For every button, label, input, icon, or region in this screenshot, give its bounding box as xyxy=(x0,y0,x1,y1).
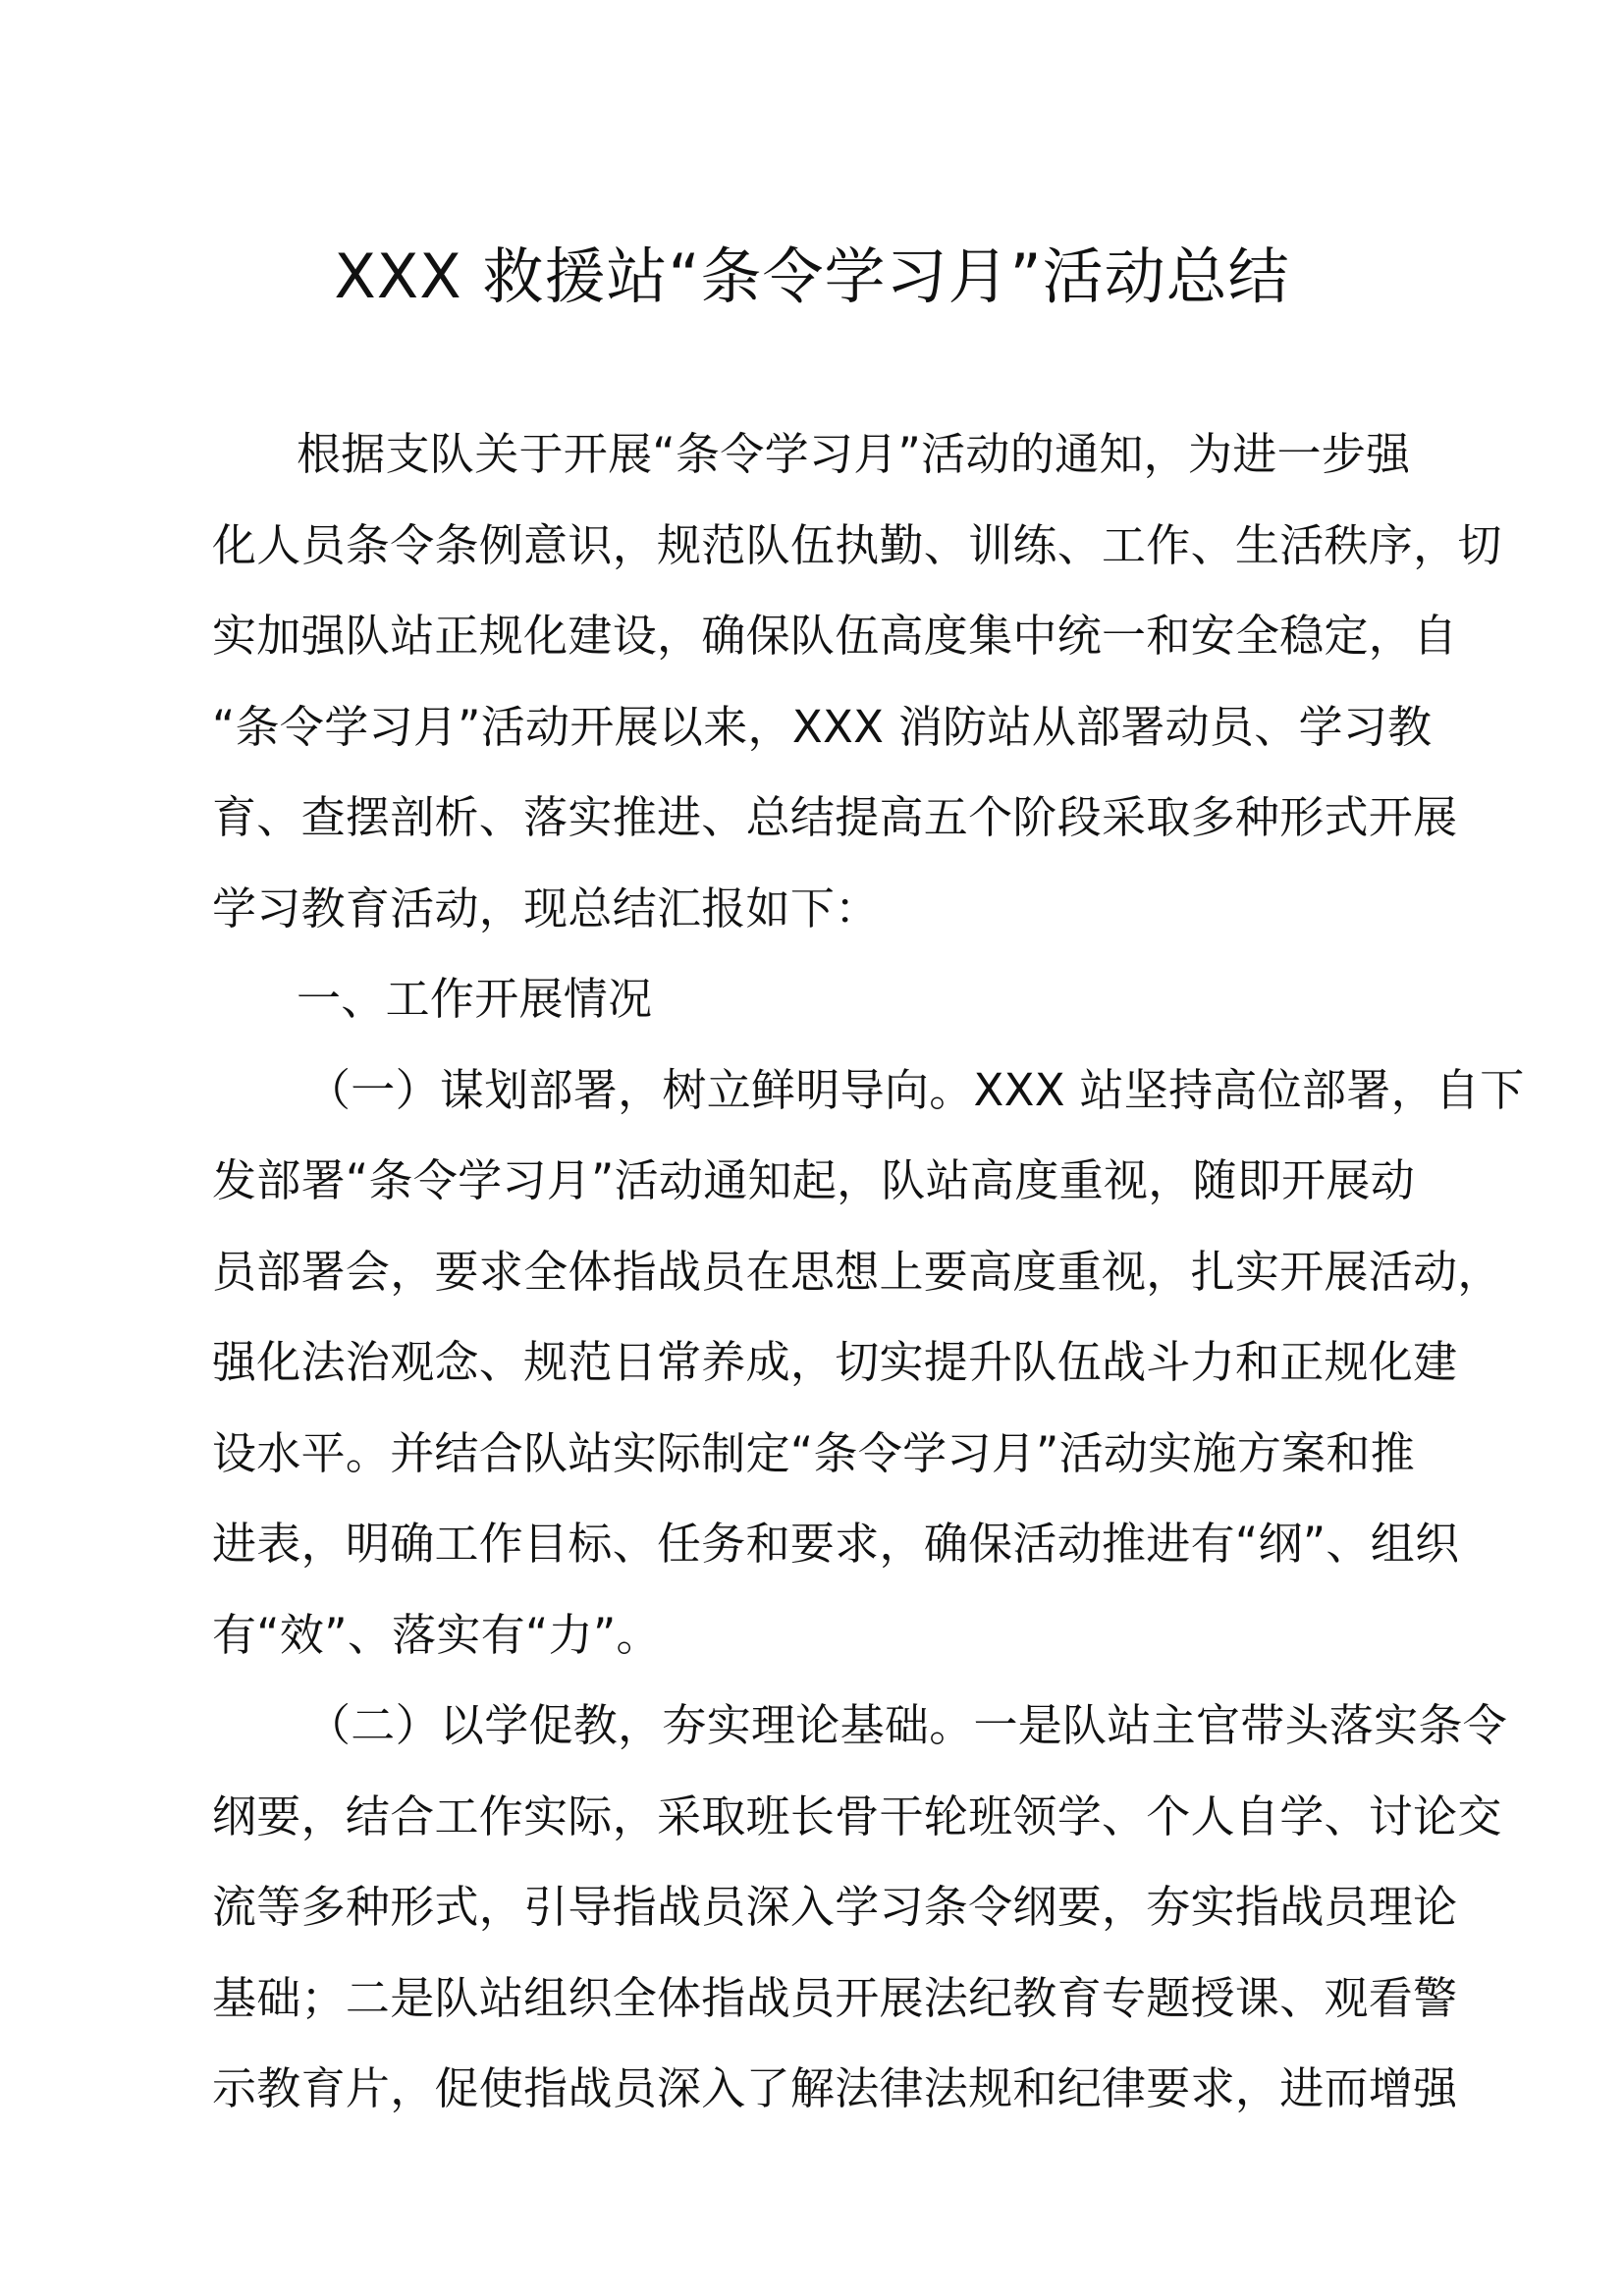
paragraph-line: 示教育片，促使指战员深入了解法律法规和纪律要求，进而增强 xyxy=(212,2062,1458,2114)
paragraph-line: （二）以学促教，夯实理论基础。一是队站主官带头落实条令 xyxy=(306,1699,1508,1751)
paragraph-line: 育、查摆剖析、落实推进、总结提高五个阶段采取多种形式开展 xyxy=(212,791,1458,843)
paragraph-line: “条令学习月”活动开展以来，XXX 消防站从部署动员、学习教 xyxy=(212,700,1433,753)
paragraph-line: 设水平。并结合队站实际制定“条令学习月”活动实施方案和推 xyxy=(212,1426,1416,1479)
paragraph-line: 根据支队关于开展“条令学习月”活动的通知，为进一步强 xyxy=(297,428,1411,480)
paragraph-line: 进表，明确工作目标、任务和要求，确保活动推进有“纲”、组织 xyxy=(212,1518,1460,1570)
paragraph-line: （一）谋划部署，树立鲜明导向。XXX 站坚持高位部署，自下 xyxy=(306,1063,1525,1116)
paragraph-line: 实加强队站正规化建设，确保队伍高度集中统一和安全稳定，自 xyxy=(212,610,1458,662)
section-heading: 一、工作开展情况 xyxy=(297,973,653,1025)
paragraph-line: 发部署“条令学习月”活动通知起，队站高度重视，随即开展动 xyxy=(212,1154,1416,1206)
paragraph-line: 基础；二是队站组织全体指战员开展法纪教育专题授课、观看警 xyxy=(212,1971,1458,2024)
paragraph-line: 化人员条令条例意识，规范队伍执勤、训练、工作、生活秩序，切 xyxy=(212,518,1502,571)
paragraph-line: 员部署会，要求全体指战员在思想上要高度重视，扎实开展活动， xyxy=(212,1245,1502,1298)
paragraph-line: 有“效”、落实有“力”。 xyxy=(212,1608,661,1661)
document-body xyxy=(212,409,1525,2135)
paragraph-line: 强化法治观念、规范日常养成，切实提升队伍战斗力和正规化建 xyxy=(212,1336,1458,1388)
document-title: XXX 救援站“条令学习月”活动总结 xyxy=(334,240,1290,312)
paragraph-line: 纲要，结合工作实际，采取班长骨干轮班领学、个人自学、讨论交 xyxy=(212,1789,1502,1842)
paragraph-line: 学习教育活动，现总结汇报如下： xyxy=(212,881,880,934)
paragraph-line: 流等多种形式，引导指战员深入学习条令纲要，夯实指战员理论 xyxy=(212,1881,1458,1933)
